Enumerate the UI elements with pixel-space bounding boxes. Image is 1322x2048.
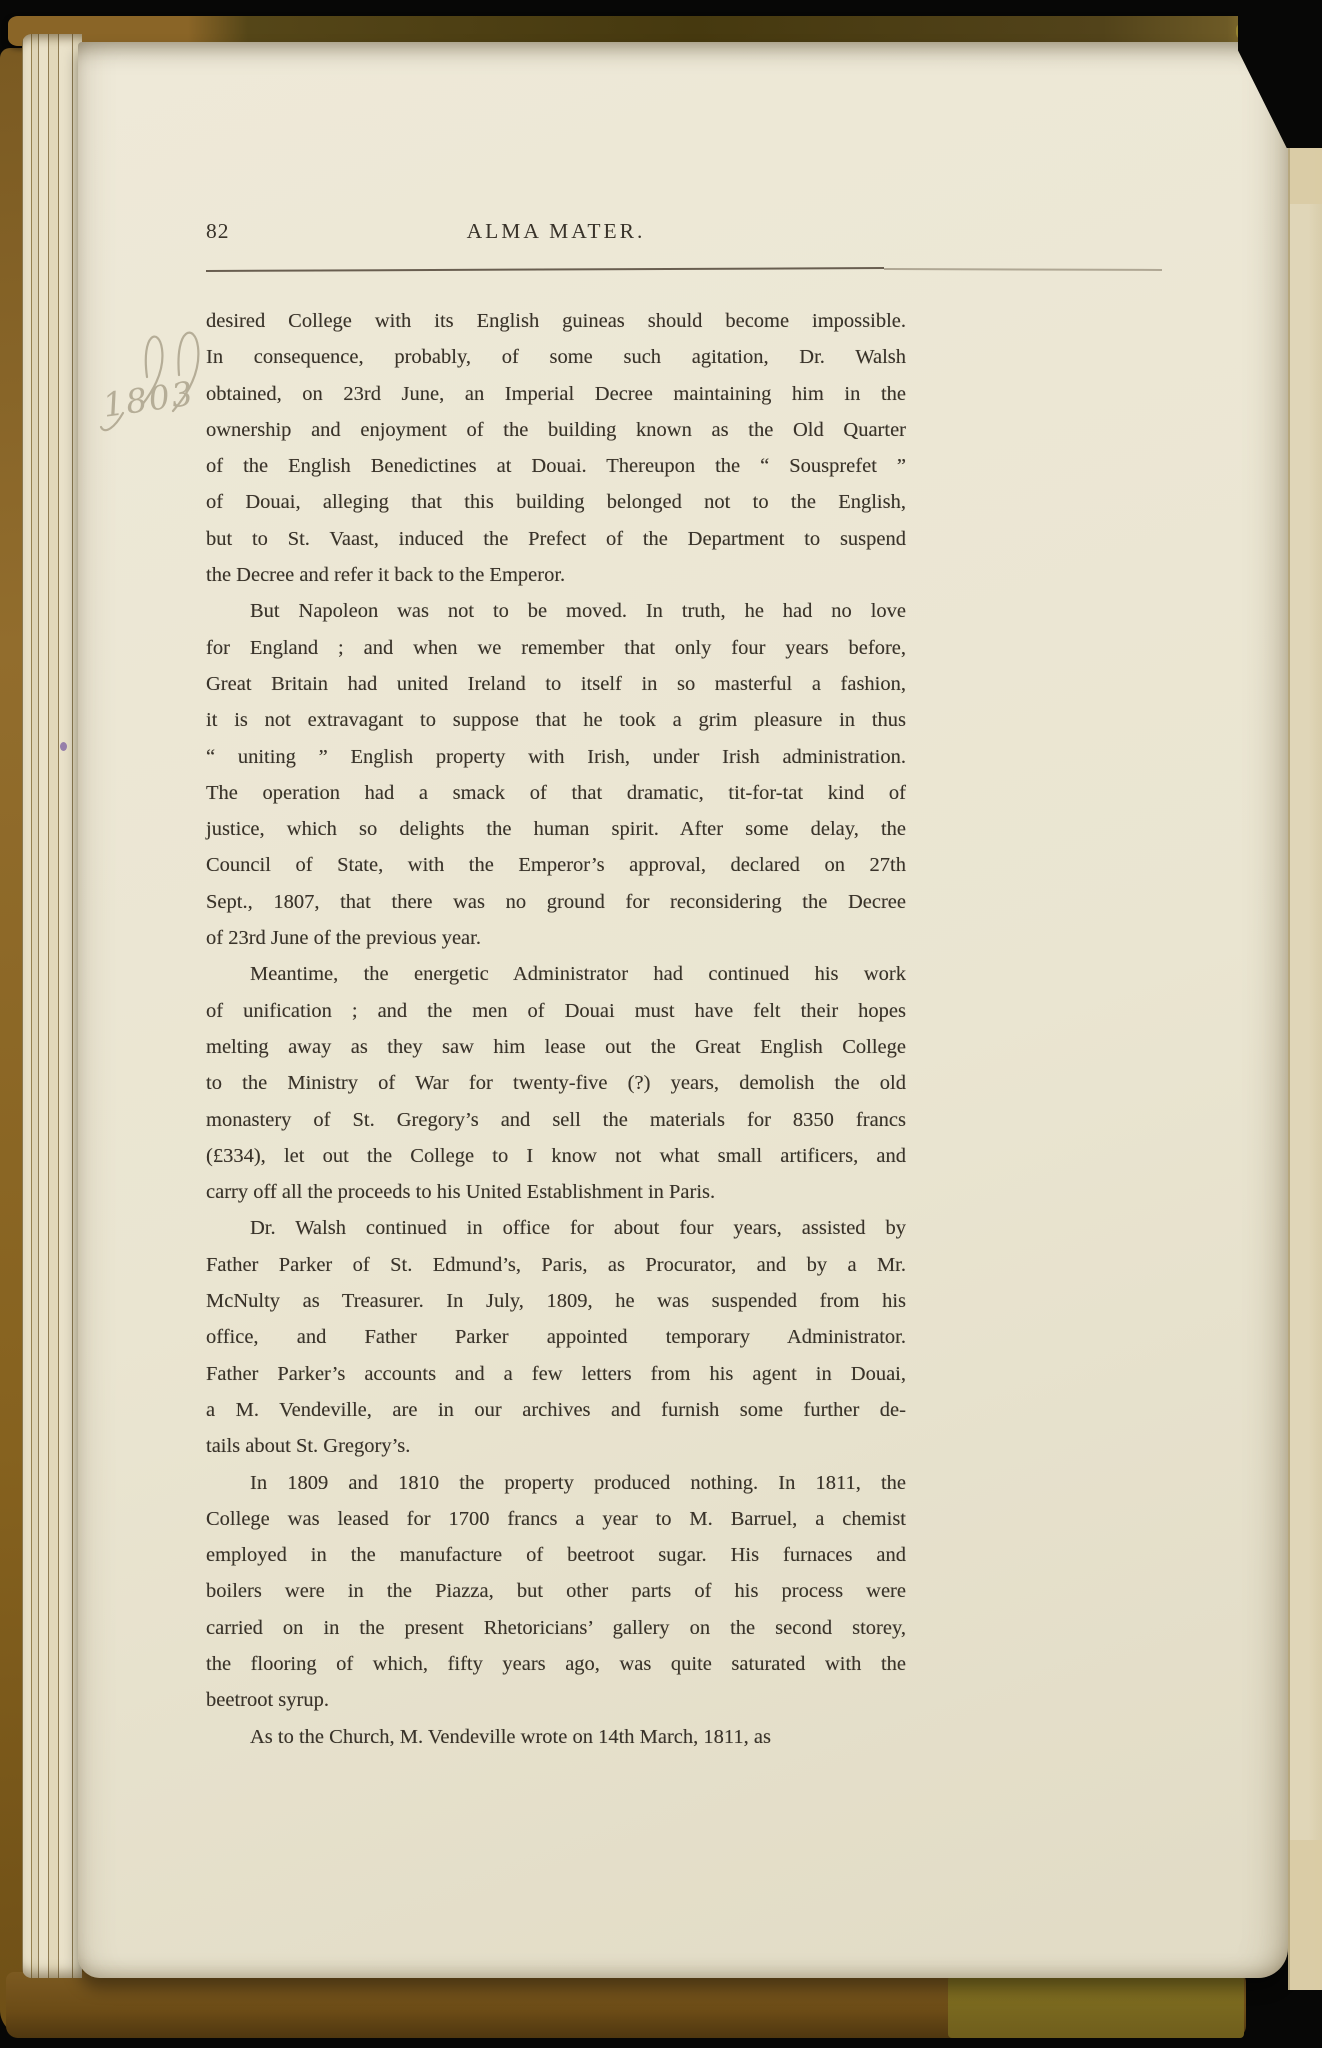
- text-line: McNulty as Treasurer. In July, 1809, he was suspended from his: [206, 1290, 906, 1313]
- text-line: (£334), let out the College to I know not what small artificers, and: [206, 1144, 906, 1167]
- pencil-annotation-text: 1803: [100, 373, 198, 425]
- text-line: it is not extravagant to suppose that he took a grim pleasure in thus: [206, 709, 906, 732]
- text-line: a M. Vendeville, are in our archives and furnish some further de-: [206, 1398, 906, 1421]
- text-line: to the Ministry of War for twenty-five (?) years, demolish the old: [206, 1072, 906, 1095]
- text-line: In 1809 and 1810 the property produced nothing. In 1811, the: [250, 1471, 906, 1494]
- page-edge-patch: [1290, 1840, 1322, 1990]
- pencil-margin-annotation: [95, 315, 225, 441]
- paragraph: [206, 1719, 906, 1755]
- text-line: but to St. Vaast, induced the Prefect of the Department to suspend: [206, 527, 906, 550]
- paragraph: [206, 956, 906, 1210]
- ink-speck: [60, 742, 67, 751]
- running-header: ALMA MATER.: [466, 219, 646, 243]
- text-line: College was leased for 1700 francs a year to M. Barruel, a chemist: [206, 1507, 906, 1530]
- text-line: employed in the manufacture of beetroot sugar. His furnaces and: [206, 1544, 906, 1567]
- page-edge-right: [1288, 128, 1322, 1990]
- text-line: Meantime, the energetic Administrator had continued his work: [250, 963, 906, 986]
- page-number: 82: [206, 219, 230, 243]
- text-line: But Napoleon was not to be moved. In truth, he had no love: [250, 600, 906, 623]
- text-line: Sept., 1807, that there was no ground for reconsidering the Decree: [206, 890, 906, 913]
- text-line: In consequence, probably, of some such agitation, Dr. Walsh: [206, 346, 906, 369]
- text-line: ownership and enjoyment of the building known as the Old Quarter: [206, 418, 906, 441]
- text-line: boilers were in the Piazza, but other parts of his process were: [206, 1580, 906, 1603]
- paragraph: [206, 303, 906, 593]
- text-line: justice, which so delights the human spirit. After some delay, the: [206, 818, 906, 841]
- text-line: obtained, on 23rd June, an Imperial Decree maintaining him in the: [206, 382, 906, 405]
- paragraph: [206, 593, 906, 956]
- text-line: of the English Benedictines at Douai. Thereupon the “ Sousprefet ”: [206, 455, 906, 478]
- paragraph: [206, 1465, 906, 1719]
- text-line: carry off all the proceeds to his United Establishment in Paris.: [206, 1181, 716, 1204]
- text-line: “ uniting ” English property with Irish, under Irish administration.: [206, 745, 906, 768]
- text-line: Father Parker of St. Edmund’s, Paris, as Procurator, and by a Mr.: [206, 1253, 906, 1276]
- text-line: of Douai, alleging that this building belonged not to the English,: [206, 491, 906, 514]
- text-line: Council of State, with the Emperor’s approval, declared on 27th: [206, 854, 906, 877]
- text-line: the Decree and refer it back to the Emperor.: [206, 564, 566, 587]
- text-line: beetroot syrup.: [206, 1689, 329, 1712]
- text-line: Great Britain had united Ireland to itself in so masterful a fashion,: [206, 672, 906, 695]
- text-line: Father Parker’s accounts and a few letters from his agent in Douai,: [206, 1362, 906, 1385]
- text-line: tails about St. Gregory’s.: [206, 1435, 411, 1458]
- text-line: office, and Father Parker appointed temporary Administrator.: [206, 1326, 906, 1349]
- text-line: melting away as they saw him lease out the Great English College: [206, 1035, 906, 1058]
- page-leaf-edges-left: [22, 34, 82, 1978]
- text-line: carried on in the present Rhetoricians’ gallery on the second storey,: [206, 1616, 906, 1639]
- text-line: of unification ; and the men of Douai must have felt their hopes: [206, 999, 906, 1022]
- paragraph: [206, 1210, 906, 1464]
- text-line: of 23rd June of the previous year.: [206, 927, 481, 950]
- text-line: The operation had a smack of that dramatic, tit-for-tat kind of: [206, 781, 906, 804]
- text-line: desired College with its English guineas should become impossible.: [206, 310, 906, 332]
- page-header: [206, 219, 906, 249]
- text-line: As to the Church, M. Vendeville wrote on 14th March, 1811, as: [250, 1725, 771, 1748]
- text-line: for England ; and when we remember that only four years before,: [206, 636, 906, 659]
- gilt-corner-patch: [948, 1976, 1244, 2038]
- page-text-block: [206, 303, 906, 1755]
- text-line: monastery of St. Gregory’s and sell the materials for 8350 francs: [206, 1108, 906, 1131]
- text-line: Dr. Walsh continued in office for about four years, assisted by: [250, 1217, 906, 1240]
- text-line: the flooring of which, fifty years ago, was quite saturated with the: [206, 1652, 906, 1675]
